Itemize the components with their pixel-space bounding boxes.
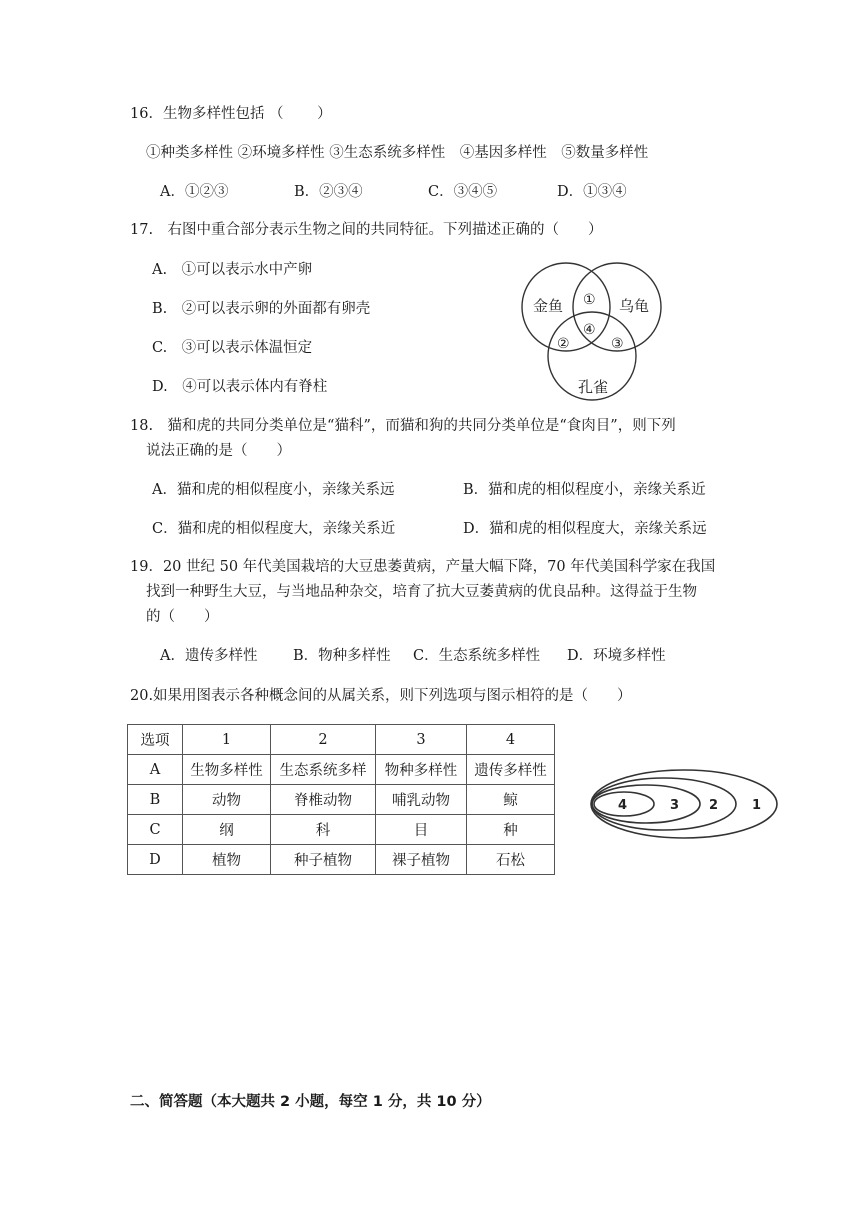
q18-stem-line1: 18. 猫和虎的共同分类单位是“猫科”，而猫和狗的共同分类单位是“食肉目”，则下列: [130, 418, 676, 434]
section-title: 二、简答题（本大题共 2 小题，每空 1 分，共 10 分）: [130, 1094, 491, 1110]
table-header-cell: 3: [376, 725, 467, 755]
q16-option-b: B．②③④: [294, 184, 363, 200]
ellipse-label-2: 2: [709, 798, 719, 813]
q20-options-table: [127, 724, 555, 875]
ellipse-label-4: 4: [618, 798, 628, 813]
table-cell: 石松: [467, 845, 555, 875]
q17-option-d: D. ④可以表示体内有脊柱: [152, 379, 328, 395]
q17-stem: 17. 右图中重合部分表示生物之间的共同特征。下列描述正确的（ ）: [130, 222, 603, 238]
table-header-cell: 选项: [128, 725, 183, 755]
q19-option-d: D．环境多样性: [567, 648, 666, 664]
table-cell: 哺乳动物: [376, 785, 467, 815]
nested-ellipse-diagram: [588, 768, 784, 848]
table-cell: 脊椎动物: [271, 785, 376, 815]
table-header-cell: 2: [271, 725, 376, 755]
ellipse-label-1: 1: [752, 798, 762, 813]
q16-option-a: A．①②③: [160, 184, 229, 200]
q19-stem-line1: 19．20 世纪 50 年代美国栽培的大豆患萎黄病，产量大幅下降，70 年代美国科学家在我国: [130, 559, 716, 575]
q18-option-c: C．猫和虎的相似程度大，亲缘关系近: [152, 521, 396, 537]
venn-region-2: ②: [557, 336, 570, 352]
q19-option-c: C．生态系统多样性: [413, 648, 541, 664]
table-header-cell: 4: [467, 725, 555, 755]
q19-option-a: A．遗传多样性: [160, 648, 258, 664]
q16-option-c: C．③④⑤: [428, 184, 498, 200]
table-cell: 动物: [183, 785, 271, 815]
q16-option-d: D．①③④: [557, 184, 627, 200]
table-header-cell: 1: [183, 725, 271, 755]
table-cell: 目: [376, 815, 467, 845]
table-row: [128, 815, 555, 845]
table-row: [128, 845, 555, 875]
table-cell: 遗传多样性: [467, 755, 555, 785]
venn-label-peacock: 孔雀: [578, 378, 609, 396]
q18-option-d: D．猫和虎的相似程度大，亲缘关系远: [463, 521, 707, 537]
venn-region-4: ④: [583, 322, 596, 338]
q16-stem: 16．生物多样性包括 （ ）: [130, 106, 332, 122]
q17-option-a: A. ①可以表示水中产卵: [152, 262, 313, 278]
q19-stem-line2: 找到一种野生大豆，与当地品种杂交，培育了抗大豆萎黄病的优良品种。这得益于生物: [146, 584, 697, 600]
table-row: [128, 785, 555, 815]
venn-region-1: ①: [583, 292, 596, 308]
table-cell: 种: [467, 815, 555, 845]
table-cell: D: [128, 845, 183, 875]
q17-option-b: B. ②可以表示卵的外面都有卵壳: [152, 301, 371, 317]
table-cell: 生物多样性: [183, 755, 271, 785]
table-row: [128, 755, 555, 785]
table-cell: 种子植物: [271, 845, 376, 875]
table-cell: A: [128, 755, 183, 785]
venn-region-3: ③: [611, 336, 624, 352]
table-cell: 植物: [183, 845, 271, 875]
q19-option-b: B．物种多样性: [293, 648, 391, 664]
table-cell: 纲: [183, 815, 271, 845]
q17-option-c: C. ③可以表示体温恒定: [152, 340, 313, 356]
table-cell: C: [128, 815, 183, 845]
table-cell: B: [128, 785, 183, 815]
q18-option-b: B．猫和虎的相似程度小，亲缘关系近: [463, 482, 706, 498]
q18-stem-line2: 说法正确的是（ ）: [146, 443, 291, 459]
q18-option-a: A．猫和虎的相似程度小，亲缘关系远: [152, 482, 395, 498]
table-header-row: [128, 725, 555, 755]
q20-stem: 20.如果用图表示各种概念间的从属关系，则下列选项与图示相符的是（ ）: [130, 688, 632, 704]
table-cell: 鲸: [467, 785, 555, 815]
ellipse-label-3: 3: [670, 798, 680, 813]
venn-label-goldfish: 金鱼: [533, 297, 564, 315]
table-cell: 裸子植物: [376, 845, 467, 875]
table-cell: 生态系统多样: [271, 755, 376, 785]
venn-label-turtle: 乌龟: [619, 297, 650, 315]
q19-stem-line3: 的（ ）: [146, 609, 219, 625]
table-cell: 科: [271, 815, 376, 845]
q16-items: ①种类多样性 ②环境多样性 ③生态系统多样性 ④基因多样性 ⑤数量多样性: [146, 145, 649, 161]
venn-diagram: [515, 258, 670, 408]
table-cell: 物种多样性: [376, 755, 467, 785]
